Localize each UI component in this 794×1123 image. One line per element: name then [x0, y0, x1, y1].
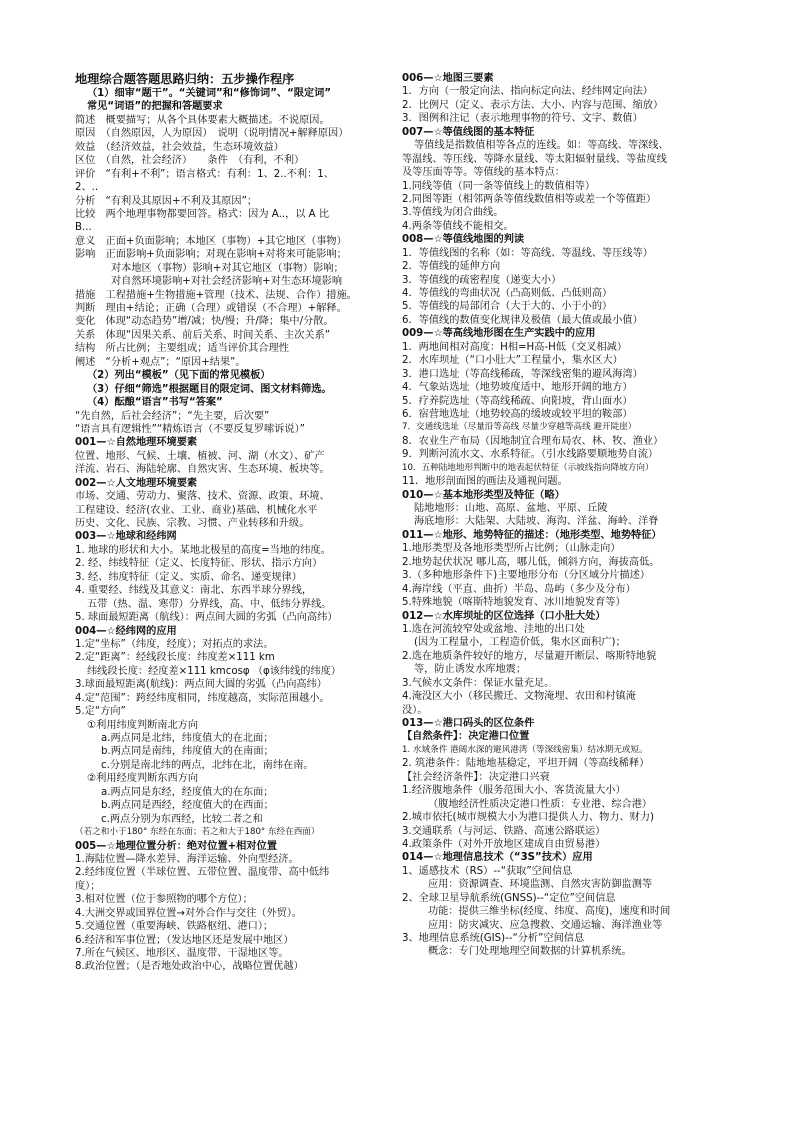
text-line: 7.所在气候区、地形区、温度带、干湿地区等。	[75, 948, 289, 959]
text-line: 4．气象站选址（地势坡度适中、地形开阔的地方）	[402, 382, 633, 394]
section-heading: 009—☆等高线地形图在生产实践中的应用	[402, 328, 596, 340]
text-line: 历史、文化、民族、宗教、习惯、产业转移和升级。	[75, 518, 310, 529]
text-line: 区位 （自然，社会经济） 条件 （有利，不利）	[75, 155, 305, 167]
text-line: 2.地势起伏状况 哪儿高，哪儿低，倾斜方向，海拔高低。	[402, 556, 660, 568]
section-heading: （3）仔细“筛选”根据题目的限定词、图文材料筛选。	[87, 383, 332, 395]
section-heading: （4）酝酿“语言”书写“答案”	[87, 397, 223, 409]
text-line: 2.选在地质条件较好的地方，尽量避开断层、喀斯特地貌	[402, 650, 657, 662]
text-line: 8.政治位置；（是否地处政治中心，战略位置优越）	[75, 961, 304, 973]
text-line: 原因 （自然原因，人为原因） 说明（说明情况+解释原因）	[75, 128, 349, 140]
text-line: 等，防止诱发水库地震；	[414, 664, 527, 676]
text-line: 3．图例和注记（表示地理事物的符号、文字、数值）	[402, 113, 643, 125]
text-line: ②利用经度判断东西方向	[87, 773, 199, 785]
text-line: 6．等值线的数值变化规律及极值（最大值或最小值）	[402, 314, 643, 326]
text-line: 没）。	[402, 704, 428, 716]
text-line: 5．等值线的局部闭合（大于大的、小于小的）	[402, 301, 613, 313]
text-line: 海底地形：大陆架、大陆坡、海沟、洋盆、海岭、洋脊	[414, 516, 659, 528]
text-line: c.两点分别为东西经，比较二者之和	[101, 813, 263, 825]
text-line: 4. 重要经、纬线及其意义：南北、东西半球分界线，	[75, 585, 313, 597]
text-line: 简述 概要描写；从各个具体要素大概描述。不说原因。	[75, 114, 330, 126]
text-line: （若之和小于180° 东经在东面；若之和大于180° 东经在西面）	[75, 827, 320, 838]
text-line: 2.定“距离”：经线段长度：纬度差×111 km	[75, 652, 275, 664]
text-line: 4.两条等值线不能相交。	[402, 220, 514, 232]
section-heading: 常见“词语”的把握和答题要求	[87, 101, 223, 113]
text-line: 工程建设、经济(农业、工业、商业)基础、机械化水平	[75, 504, 318, 516]
text-line: b.两点同是西经，经度值大的在西面；	[101, 800, 274, 812]
text-line: 对自然环境影响+对社会经济影响+对生态环境影响	[111, 276, 343, 288]
text-line: 变化 体现“动态趋势”增/减；快/慢；升/降；集中/分散。	[75, 316, 334, 328]
text-line: 6．宿营地选址（地势较高的缓坡或较平坦的鞍部）	[402, 408, 633, 420]
text-line: 3.气候水文条件：保证水量充足。	[402, 677, 555, 689]
section-heading: （1）细审“题干”。“关键词”和“修饰词”、“限定词”	[87, 88, 332, 99]
text-line: c.分别是南北纬的两点，北纬在北，南纬在南。	[101, 759, 314, 771]
text-line: 2．比例尺（定义、表示方法、大小、内容与范围、缩放）	[402, 99, 664, 111]
text-line: 4.定“范围”：跨经纬度相同，纬度越高，实际范围越小。	[75, 692, 330, 704]
section-heading: 001—☆自然地理环境要素	[75, 437, 198, 449]
text-line: ①利用纬度判断南北方向	[87, 719, 199, 731]
text-line: 1.海陆位置—降水差异、海洋运输、外向型经济。	[75, 853, 299, 865]
text-line: 位置、地形、气候、土壤、植被、河、湖（水文）、矿产	[75, 450, 325, 462]
text-line: 4.海岸线（平直、曲折）半岛、岛屿（多少及分布）	[402, 583, 636, 595]
text-line: 概念：专门处理地理空间数据的计算机系统。	[428, 946, 632, 958]
section-heading: 006—☆地图三要素	[402, 73, 494, 84]
section-heading: 004—☆经纬网的应用	[75, 625, 177, 637]
text-line: 度）；	[75, 880, 101, 892]
text-line: 阐述 “分析+观点”；“原因+结果”。	[75, 356, 246, 368]
section-heading: （2）列出“模板”（见下面的常见模板）	[87, 370, 271, 382]
text-line: 1.经济腹地条件（服务范围大小、客货流量大小）	[402, 785, 626, 797]
section-heading: 005—☆地理位置分析：绝对位置+相对位置	[75, 840, 277, 852]
text-line: 陆地地形：山地、高原、盆地、平原、丘陵	[414, 503, 608, 514]
text-line: 5. 球面最短距离（航线）：两点间大圆的劣弧（凸向高纬）	[75, 612, 338, 624]
section-heading: 014—☆地理信息技术（“3S”技术）应用	[402, 852, 593, 864]
section-heading: 003—☆地球和经纬网	[75, 531, 177, 543]
text-line: 2.城市依托(城市规模大小为港口提供人力、物力、财力)	[402, 812, 654, 824]
text-line: 2.经纬度位置（半球位置、五带位置、温度带、高中低纬	[75, 867, 330, 879]
text-line: 判断 理由+结论；正确（合理）或错误（不合理）+解释。	[75, 303, 347, 314]
text-line: 措施 工程措施+生物措施+管理（技术、法规、合作）措施。	[75, 289, 357, 301]
text-line: 1.定“坐标”（纬度，经度）；对拓点的求法。	[75, 638, 274, 650]
section-heading: 008—☆等值线地图的判读	[402, 234, 525, 246]
text-line: 2、全球卫星导航系统(GNSS)--“定位”空间信息	[402, 892, 616, 904]
text-line: b.两点同是南纬，纬度值大的在南面；	[101, 746, 274, 758]
text-line: 11．地形剖面图的画法及通视问题。	[402, 476, 568, 488]
section-heading: 【自然条件】：决定港口位置	[402, 731, 530, 743]
text-line: 1. 地球的形状和大小。某地北极星的高度=当地的纬度。	[75, 544, 331, 556]
text-line: 1．等值线图的名称（如：等高线、等温线、等压线等）	[402, 247, 653, 259]
text-line: 4．等值线的弯曲状况（凸高则低、凸低则高）	[402, 288, 613, 299]
section-heading: 013—☆港口码头的区位条件	[402, 718, 535, 729]
text-line: 五带（热、温、寒带）分界线，高、中、低纬分界线。	[87, 598, 332, 610]
text-line: 及等压面等等。等值线的基本特点：	[402, 167, 565, 179]
text-line: 2. 经、纬线特征（定义、长度特征、形状、指示方向）	[75, 558, 323, 570]
text-line: 3. 经、纬度特征（定义、实质、命名、递变规律）	[75, 571, 302, 583]
text-line: 应用：防灾减灾、应急搜救、交通运输、海洋渔业等	[428, 919, 663, 931]
text-line: 影响 正面影响+负面影响；对现在影响+对将来可能影响；	[75, 249, 347, 261]
text-line: 关系 体现“因果关系、前后关系、时间关系、主次关系”	[75, 329, 331, 341]
text-line: 4.大洲交界或国界位置→对外合作与交往（外贸）。	[75, 907, 303, 919]
text-line: 【社会经济条件】：决定港口兴衰	[402, 771, 550, 783]
text-line: 3.交通联系（与河运、铁路、高速公路联运）	[402, 825, 606, 837]
text-line: 2.同图等距（相邻两条等值线数值相等或差一个等值距）	[402, 193, 657, 205]
text-line: 地理综合题答题思路归纳：五步操作程序	[75, 72, 295, 86]
text-line: (因为工程量小，工程造价低，集水区面积广)；	[414, 637, 626, 649]
text-line: 2、..	[75, 182, 99, 194]
text-line: 1、遥感技术（RS）--“获取”空间信息	[402, 865, 573, 877]
text-line: 5．疗养院选址（等高线稀疏、向阳坡，背山面水）	[402, 395, 633, 407]
text-line: B...	[75, 222, 92, 234]
text-line: 9．判断河流水文、水系特征。（引水线路要顺地势自流）	[402, 449, 659, 461]
text-line: 3.等值线为闭合曲线。	[402, 207, 504, 219]
text-line: 市场、交通、劳动力、聚落、技术、资源、政策、环境、	[75, 491, 330, 503]
text-line: 3.相对位置（位于参照物的哪个方位）；	[75, 894, 253, 906]
text-line: a.两点同是东经，经度值大的在东面；	[101, 786, 274, 798]
section-heading: 002—☆人文地理环境要素	[75, 477, 198, 489]
text-line: “语言具有逻辑性”“精炼语言（不要反复罗嗦诉说）”	[75, 423, 305, 435]
text-line: 3．港口选址（等高线稀疏，等深线密集的避风海湾）	[402, 368, 643, 380]
left-column	[75, 72, 397, 974]
text-line: “先自然，后社会经济”；“先主要，后次要”	[75, 410, 270, 422]
text-line: 10．五种陆地地形判断中的地表起伏特征（示坡线指向降坡方向）	[402, 462, 654, 473]
text-line: 洋流、岩石、海陆轮廓、自然灾害、生态环境、板块等。	[75, 464, 330, 476]
text-line: 意义 正面+负面影响；本地区（事物）+其它地区（事物）	[75, 235, 347, 247]
text-line: 等温线、等压线、等降水量线、等太阳辐射量线、等盐度线	[402, 153, 667, 165]
text-line: 3.（多种地形条件下)主要地形分布（分区域分片描述）	[402, 570, 651, 582]
text-line: 4.政策条件（对外开放地区建成自由贸易港）	[402, 838, 606, 850]
text-line: 1.同线等值（同一条等值线上的数值相等）	[402, 180, 596, 192]
text-line: 结构 所占比例；主要组成；适当评价其合理性	[75, 343, 289, 355]
text-line: 1. 水域条件 港阔水深的避风港湾（等深线密集）结冰期无或短。	[402, 744, 648, 755]
text-line: 效益 （经济效益，社会效益，生态环境效益）	[75, 141, 284, 153]
text-line: 1.地形类型及各地形类型所占比例；（山脉走向）	[402, 543, 621, 555]
text-line: 2．水库坝址（“口小肚大”工程量小，集水区大）	[402, 355, 623, 367]
text-line: 5.定“方向”	[75, 706, 126, 718]
text-line: 1．方向（一般定向法、指向标定向法、经纬网定向法）	[402, 86, 653, 98]
text-line: 3、地理信息系统(GIS)--“分析”空间信息	[402, 933, 585, 944]
section-heading: 011—☆地形、地势特征的描述：（地形类型、地势特征）	[402, 529, 662, 541]
text-line: 7．交通线选址（尽量沿等高线 尽量少穿越等高线 避开陡崖）	[402, 422, 637, 433]
section-heading: 012—☆水库坝址的区位选择（口小肚大处）	[402, 610, 606, 622]
text-line: 3.球面最短距离(航线)：两点间大圆的劣弧（凸向高纬）	[75, 679, 327, 691]
right-column	[402, 72, 728, 959]
text-line: 比较 两个地理事物都要回答。格式：因为 A..，以 A 比	[75, 208, 330, 220]
text-line: 6.经济和军事位置；（发达地区还是发展中地区）	[75, 934, 294, 946]
text-line: 3．等值线的疏密程度（递变大小）	[402, 274, 562, 286]
text-line: 2. 筑港条件：陆地地基稳定，平坦开阔（等高线稀释）	[402, 758, 650, 770]
text-line: 8．农业生产布局（因地制宜合理布局农、林、牧、渔业）	[402, 435, 664, 447]
text-line: 4.淹没区大小（移民搬迁、文物淹埋、农田和村镇淹	[402, 691, 636, 703]
text-line: 5.特殊地貌（喀斯特地貌发育、冰川地貌发育等）	[402, 597, 626, 609]
text-line: （腹地经济性质决定港口性质：专业港、综合港）	[428, 798, 653, 810]
text-line: 1.选在河流较窄处或盆地、洼地的出口处	[402, 623, 585, 635]
text-line: 应用：资源调查、环境监测、自然灾害防御监测等	[428, 879, 653, 891]
text-line: 功能：提供三维坐标(经度、纬度、高度)，速度和时间	[428, 906, 671, 918]
text-line: 评价 “有利+不利”；语言格式：有利：1、2..不利：1、	[75, 168, 334, 180]
text-line: 5.交通位置（重要海峡、铁路枢纽、港口）；	[75, 921, 274, 933]
section-heading: 007—☆等值线图的基本特征	[402, 126, 535, 138]
section-heading: 010—☆基本地形类型及特征（略）	[402, 489, 565, 501]
text-line: 等值线是指数值相等各点的连线。如：等高线、等深线、	[414, 140, 669, 152]
text-line: a.两点同是北纬，纬度值大的在北面；	[101, 733, 274, 744]
text-line: 1．两地间相对高度：H相=H高-H低（交叉相减）	[402, 341, 628, 353]
text-line: 2．等值线的延伸方向	[402, 261, 501, 273]
text-line: 对本地区（事物）影响+对其它地区（事物）影响；	[111, 262, 344, 274]
text-line: 纬线段长度：经度差×111 kmcosφ （φ该纬线的纬度）	[87, 665, 342, 677]
text-line: 分析 “有利及其原因+不利及其原因”；	[75, 195, 258, 207]
